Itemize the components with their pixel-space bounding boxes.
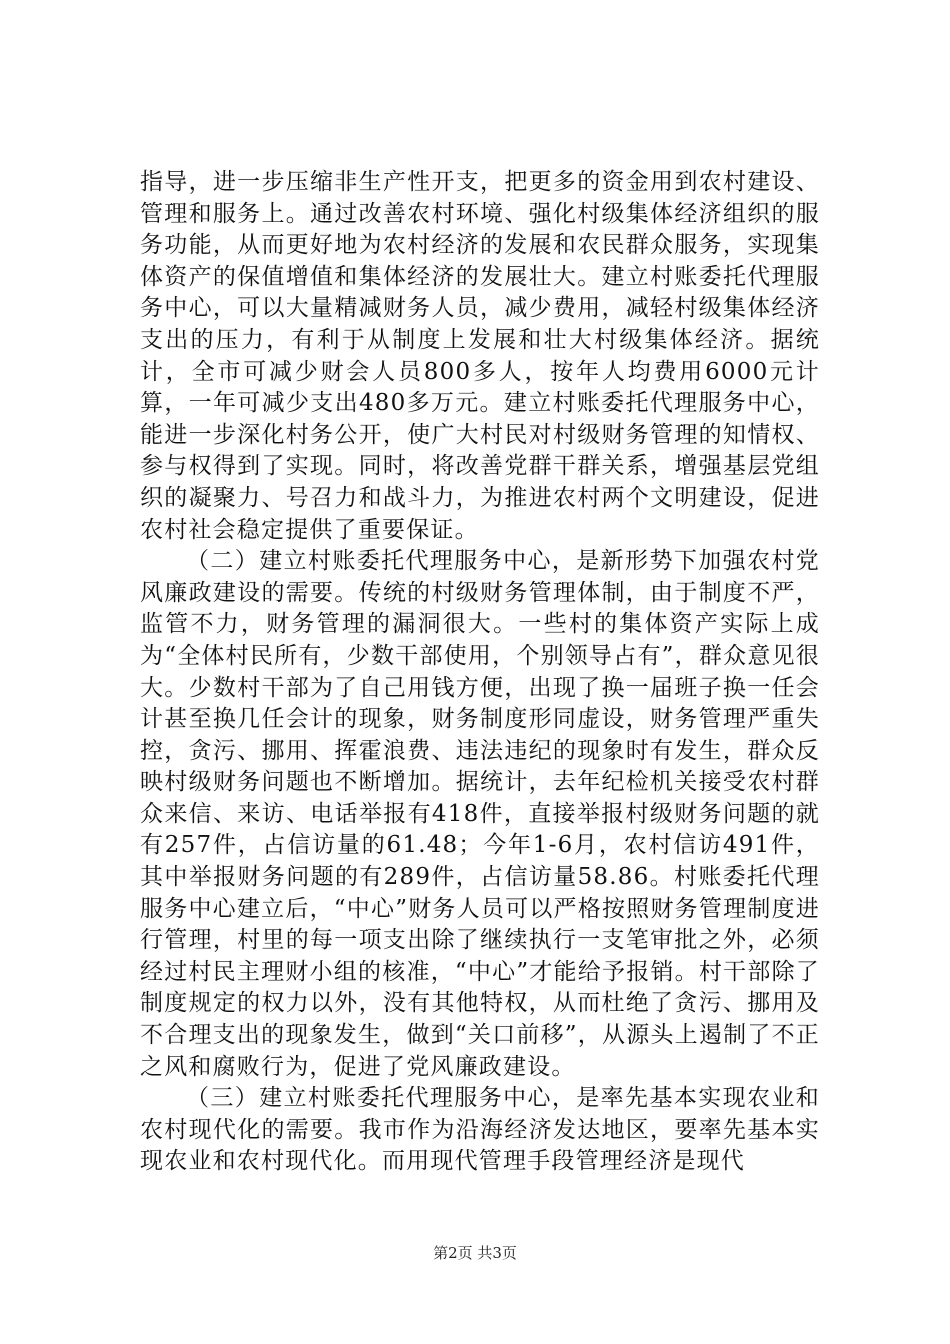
paragraph-section-two: （二）建立村账委托代理服务中心，是新形势下加强农村党风廉政建设的需要。传统的村级财务管理体制，由于制度不严，监管不力，财务管理的漏洞很大。一些村的集体资产实际上成为“全体村民所有，少数干部使用，个别领导占有”，群众意见很大。少数村干部为了自己用钱方便，出现了换一届班子换一任会计甚至换几任会计的现象，财务制度形同虚设，财务管理严重失控，贪污、挪用、挥霍浪费、违法违纪的现象时有发生，群众反映村级财务问题也不断增加。据统计，去年纪检机关接受农村群众来信、来访、电话举报有418件，直接举报村级财务问题的就有257件，占信访量的61.48；今年1-6月，农村信访491件，其中举报财务问题的有289件，占信访量58.86。村账委托代理服务中心建立后，“中心”财务人员可以严格按照财务管理制度进行管理，村里的每一项支出除了继续执行一支笔审批之外，必须经过村民主理财小组的核准，“中心”才能给予报销。村干部除了制度规定的权力以外，没有其他特权，从而杜绝了贪污、挪用及不合理支出的现象发生，做到“关口前移”，从源头上遏制了不正之风和腐败行为，促进了党风廉政建设。 (140, 548, 820, 1080)
paragraph-continuation: 指导，进一步压缩非生产性开支，把更多的资金用到农村建设、管理和服务上。通过改善农村环境、强化村级集体经济组织的服务功能，从而更好地为农村经济的发展和农民群众服务，实现集体资产的保值增值和集体经济的发展壮大。建立村账委托代理服务中心，可以大量精减财务人员，减少费用，减轻村级集体经济支出的压力，有利于从制度上发展和壮大村级集体经济。据统计，全市可减少财会人员800多人，按年人均费用6000元计算，一年可减少支出480多万元。建立村账委托代理服务中心，能进一步深化村务公开，使广大村民对村级财务管理的知情权、参与权得到了实现。同时，将改善党群干群关系，增强基层党组织的凝聚力、号召力和战斗力，为推进农村两个文明建设，促进农村社会稳定提供了重要保证。 (140, 169, 820, 543)
page-number-label: 第2页 共3页 (433, 1244, 517, 1262)
document-body (140, 167, 820, 1178)
paragraph-section-three: （三）建立村账委托代理服务中心，是率先基本实现农业和农村现代化的需要。我市作为沿海经济发达地区，要率先基本实现农业和农村现代化。而用现代管理手段管理经济是现代 (140, 1085, 820, 1175)
page-footer (0, 1243, 950, 1263)
